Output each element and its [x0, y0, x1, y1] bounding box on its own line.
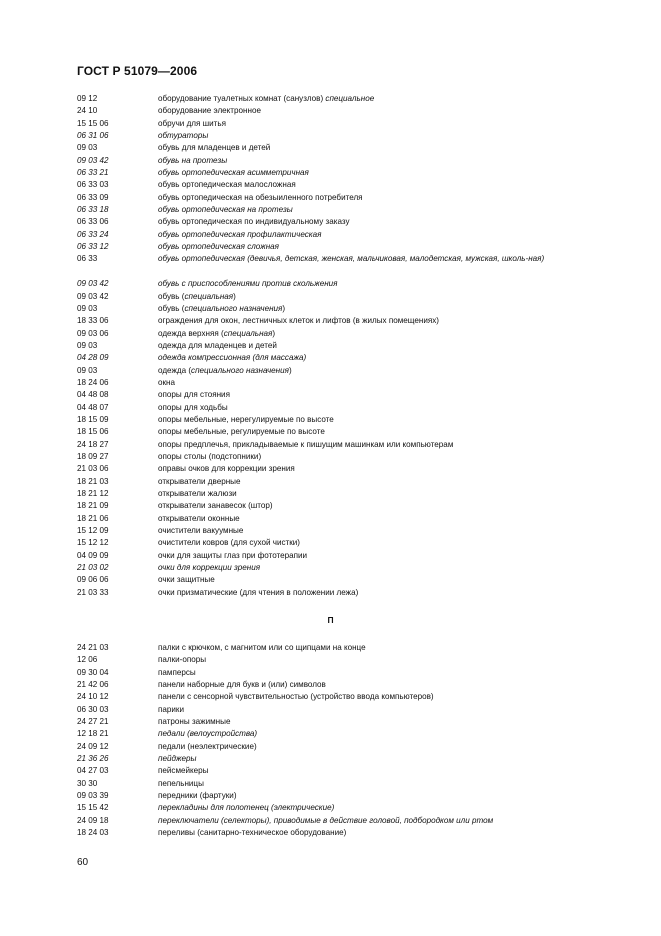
- index-entry: [0, 642, 661, 654]
- entry-code: 21 03 06: [77, 464, 109, 474]
- entry-term-part: ): [233, 291, 236, 301]
- entry-term-part: обувь ортопедическая по индивидуальному заказу: [158, 217, 350, 227]
- entry-term-part: парики: [158, 704, 184, 714]
- entry-term-part: окна: [158, 377, 176, 387]
- entry-term: [158, 93, 613, 105]
- entry-code: 06 33 12: [77, 242, 109, 252]
- entry-code: 04 09 09: [77, 550, 109, 560]
- entry-code: 12 06: [77, 655, 98, 665]
- entry-term: [158, 389, 613, 401]
- entry-term-part: обувь с приспособлениями против скольжения: [158, 279, 338, 289]
- entry-term-part: одежда для младенцев и детей: [158, 340, 277, 350]
- entry-code: 18 24 03: [77, 828, 109, 838]
- index-entry: [0, 241, 661, 253]
- entry-term: [158, 414, 613, 426]
- entry-term-part: обувь (: [158, 291, 185, 301]
- entry-term-part: пепельницы: [158, 778, 204, 788]
- entry-term: [158, 463, 613, 475]
- entry-term: [158, 216, 613, 228]
- index-entry: [0, 352, 661, 364]
- index-entry: [0, 451, 661, 463]
- entry-term-part: обручи для шитья: [158, 118, 226, 128]
- entry-term: [158, 716, 613, 728]
- index-entry: [0, 142, 661, 154]
- entry-term: [158, 402, 613, 414]
- entry-term-part: палки-опоры: [158, 655, 207, 665]
- entry-term-part: обувь ортопедическая малосложная: [158, 180, 296, 190]
- entry-term-part: обувь на протезы: [158, 155, 228, 165]
- entry-term: [158, 654, 613, 666]
- index-entry: [0, 562, 661, 574]
- index-entry: [0, 815, 661, 827]
- entry-term: [158, 142, 613, 154]
- index-entry: [0, 488, 661, 500]
- entry-code: 24 10: [77, 106, 98, 116]
- entry-term: [158, 728, 613, 740]
- index-entry: [0, 389, 661, 401]
- index-entry: [0, 155, 661, 167]
- entry-term: [158, 753, 613, 765]
- entry-term: [158, 587, 613, 599]
- entry-term-part: переливы (санитарно-техническое оборудование): [158, 828, 347, 838]
- entry-code: 04 28 09: [77, 353, 109, 363]
- index-entry: [0, 118, 661, 130]
- index-entry: [0, 315, 661, 327]
- entry-term-part: одежда компрессионная (для массажа): [158, 353, 307, 363]
- index-entry: [0, 704, 661, 716]
- entry-term: [158, 691, 613, 703]
- entry-code: 18 24 06: [77, 377, 109, 387]
- entry-term-part: обувь ортопедическая асимметричная: [158, 168, 309, 178]
- entry-code: 09 12: [77, 94, 98, 103]
- index-entry: [0, 216, 661, 228]
- entry-term: [158, 253, 613, 265]
- entry-term-part: переключатели (селекторы), приводимые в действие головой, подбородком или ртом: [158, 815, 494, 825]
- index-entry: [0, 550, 661, 562]
- entry-code: 18 09 27: [77, 451, 109, 461]
- entry-term: [158, 741, 613, 753]
- index-entry: [0, 377, 661, 389]
- index-entry: [0, 728, 661, 740]
- entry-term-part: обувь ортопедическая профилактическая: [158, 229, 322, 239]
- index-entry: [0, 476, 661, 488]
- entry-term-part: открыватели занавесок (штор): [158, 501, 273, 511]
- entry-term: [158, 105, 613, 117]
- entry-code: 18 21 09: [77, 501, 109, 511]
- index-entry: [0, 802, 661, 814]
- entry-term-part: специальная: [223, 328, 273, 338]
- entry-term: [158, 439, 613, 451]
- entry-term-part: опоры для стояния: [158, 390, 230, 400]
- entry-term-part: обувь ортопедическая сложная: [158, 242, 279, 252]
- entry-term: [158, 802, 613, 814]
- entry-code: 18 21 12: [77, 489, 109, 498]
- entry-code: 24 27 21: [77, 717, 109, 727]
- entry-term-part: обувь ортопедическая на протезы: [158, 205, 293, 215]
- entry-code: 09 03: [77, 303, 98, 313]
- index-entry: [0, 587, 661, 599]
- entry-code: 09 30 04: [77, 667, 109, 677]
- entry-code: 04 48 08: [77, 390, 109, 400]
- entry-term-part: опоры предплечья, прикладываемые к пишущим машинкам или компьютерам: [158, 439, 454, 449]
- entry-term-part: очистители ковров (для сухой чистки): [158, 538, 301, 548]
- entry-term-part: специальное: [325, 94, 375, 103]
- index-entry: [0, 303, 661, 315]
- index-entry: [0, 537, 661, 549]
- entry-code: 06 33 03: [77, 180, 109, 190]
- entry-term-part: оборудование туалетных комнат (санузлов): [158, 94, 326, 103]
- entry-term: [158, 790, 613, 802]
- entry-code: 06 33 06: [77, 217, 109, 227]
- index-entry: [0, 328, 661, 340]
- entry-term: [158, 352, 613, 364]
- entry-code: 24 10 12: [77, 692, 109, 702]
- index-entry: [0, 365, 661, 377]
- entry-term-part: одежда верхняя (: [158, 328, 224, 338]
- entry-term: [158, 229, 613, 241]
- entry-term-part: опоры мебельные, нерегулируемые по высоте: [158, 414, 334, 424]
- entry-term-part: передники (фартуки): [158, 791, 237, 801]
- entry-code: 09 03 42: [77, 155, 109, 165]
- entry-term-part: очистители вакуумные: [158, 526, 244, 536]
- entry-term: [158, 377, 613, 389]
- entry-term-part: обувь для младенцев и детей: [158, 143, 271, 153]
- entry-term-part: оборудование электронное: [158, 106, 261, 116]
- entry-code: 24 18 27: [77, 439, 109, 449]
- entry-code: 06 33: [77, 254, 98, 264]
- index-list-o: [0, 93, 661, 599]
- entry-code: 21 03 02: [77, 563, 109, 573]
- entry-term-part: опоры столы (подстопники): [158, 451, 262, 461]
- index-entry: [0, 667, 661, 679]
- index-entry: [0, 130, 661, 142]
- entry-term: [158, 667, 613, 679]
- entry-term: [158, 167, 613, 179]
- index-entry: [0, 402, 661, 414]
- entry-term: [158, 704, 613, 716]
- entry-term-part: одежда (: [158, 365, 192, 375]
- entry-code: 12 18 21: [77, 729, 109, 739]
- index-entry: [0, 167, 661, 179]
- index-entry: [0, 93, 661, 105]
- index-entry: [0, 574, 661, 586]
- index-entry: [0, 513, 661, 525]
- entry-code: 09 03: [77, 365, 98, 375]
- index-entry: [0, 716, 661, 728]
- entry-term-part: памперсы: [158, 667, 196, 677]
- entry-term-part: очки призматические (для чтения в положении лежа): [158, 587, 359, 597]
- entry-code: 15 15 42: [77, 803, 109, 813]
- entry-term: [158, 815, 613, 827]
- entry-code: 06 31 06: [77, 131, 109, 141]
- index-entry: [0, 414, 661, 426]
- entry-code: 24 21 03: [77, 643, 109, 652]
- entry-code: 04 48 07: [77, 402, 109, 412]
- index-entry: [0, 253, 661, 278]
- entry-term: [158, 241, 613, 253]
- entry-term: [158, 315, 613, 327]
- entry-code: 09 03: [77, 340, 98, 350]
- entry-term-part: пейсмейкеры: [158, 766, 209, 776]
- entry-term-part: палки с крючком, с магнитом или со щипцами на конце: [158, 643, 366, 652]
- entry-term: [158, 550, 613, 562]
- entry-term-part: обтураторы: [158, 131, 209, 141]
- entry-term-part: опоры мебельные, регулируемые по высоте: [158, 427, 325, 437]
- entry-term-part: педали (велоустройства): [158, 729, 258, 739]
- entry-term-part: ): [288, 365, 292, 375]
- index-entry: [0, 525, 661, 537]
- entry-term: [158, 365, 613, 377]
- index-entry: [0, 679, 661, 691]
- entry-term-part: панели с сенсорной чувствительностью (устройство ввода компьютеров): [158, 692, 434, 702]
- index-entry: [0, 790, 661, 802]
- entry-term-part: перекладины для полотенец (электрические): [158, 803, 335, 813]
- entry-term-part: ): [272, 328, 276, 338]
- entry-term: [158, 291, 613, 303]
- entry-code: 18 21 03: [77, 476, 109, 486]
- index-entry: [0, 765, 661, 777]
- entry-term: [158, 537, 613, 549]
- entry-term-part: открыватели дверные: [158, 476, 241, 486]
- entry-term: [158, 500, 613, 512]
- entry-code: 21 42 06: [77, 680, 109, 690]
- entry-code: 24 09 18: [77, 815, 109, 825]
- entry-code: 09 03 06: [77, 328, 109, 338]
- entry-term-part: очки защитные: [158, 575, 215, 585]
- index-entry: [0, 105, 661, 117]
- entry-code: 21 36 26: [77, 754, 109, 764]
- entry-term: [158, 303, 613, 315]
- entry-code: 09 03: [77, 143, 98, 153]
- entry-code: 15 15 06: [77, 118, 109, 128]
- entry-code: 04 27 03: [77, 766, 109, 776]
- entry-term: [158, 340, 613, 352]
- entry-term-part: открыватели оконные: [158, 513, 240, 523]
- entry-term: [158, 476, 613, 488]
- section-letter: П: [327, 615, 334, 625]
- entry-term-part: оправы очков для коррекции зрения: [158, 464, 295, 474]
- index-entry: [0, 426, 661, 438]
- entry-code: 09 03 39: [77, 791, 109, 801]
- entry-term: [158, 426, 613, 438]
- entry-term: [158, 451, 613, 463]
- entry-code: 09 03 42: [77, 291, 109, 301]
- entry-term-part: специальная: [184, 291, 234, 301]
- entry-term-part: очки для коррекции зрения: [158, 563, 261, 573]
- entry-code: 06 33 21: [77, 168, 109, 178]
- entry-term: [158, 278, 613, 290]
- index-entry: [0, 654, 661, 666]
- entry-term: [158, 562, 613, 574]
- entry-term: [158, 118, 613, 130]
- index-entry: [0, 179, 661, 191]
- entry-code: 15 12 09: [77, 526, 109, 536]
- entry-term-part: ): [282, 303, 286, 313]
- entry-code: 06 33 18: [77, 205, 109, 215]
- entry-code: 06 33 09: [77, 192, 109, 202]
- entry-term-part: обувь (: [158, 303, 185, 313]
- index-entry: [0, 463, 661, 475]
- entry-code: 18 33 06: [77, 316, 109, 326]
- index-entry: [0, 691, 661, 703]
- index-entry: [0, 192, 661, 204]
- entry-code: 15 12 12: [77, 538, 109, 548]
- entry-term-part: панели наборные для букв и (или) символов: [158, 680, 326, 690]
- index-entry: [0, 278, 661, 290]
- entry-term: [158, 328, 613, 340]
- entry-term: [158, 488, 613, 500]
- index-entry: [0, 291, 661, 303]
- index-entry: [0, 439, 661, 451]
- entry-term: [158, 642, 613, 654]
- entry-term: [158, 130, 613, 142]
- entry-term: [158, 827, 613, 839]
- entry-term: [158, 513, 613, 525]
- entry-term-part: очки для защиты глаз при фототерапии: [158, 550, 308, 560]
- index-entry: [0, 204, 661, 216]
- entry-term: [158, 574, 613, 586]
- entry-term: [158, 679, 613, 691]
- entry-code: 09 06 06: [77, 575, 109, 585]
- entry-term: [158, 155, 613, 167]
- index-entry: [0, 340, 661, 352]
- entry-term: [158, 525, 613, 537]
- entry-term: [158, 179, 613, 191]
- entry-term-part: специального назначения: [191, 365, 289, 375]
- entry-term-part: специального назначения: [184, 303, 283, 313]
- entry-term: [158, 204, 613, 216]
- index-entry: [0, 741, 661, 753]
- entry-code: 21 03 33: [77, 587, 109, 597]
- entry-term: [158, 765, 613, 777]
- index-list-p: [0, 642, 661, 840]
- entry-code: 30 30: [77, 778, 98, 788]
- entry-term-part: открыватели жалюзи: [158, 489, 237, 498]
- document-header: ГОСТ Р 51079—2006: [77, 64, 198, 78]
- entry-term-part: патроны зажимные: [158, 717, 231, 727]
- entry-term: [158, 192, 613, 204]
- entry-term: [158, 778, 613, 790]
- entry-code: 24 09 12: [77, 741, 109, 751]
- entry-code: 18 15 06: [77, 427, 109, 437]
- entry-code: 18 15 09: [77, 414, 109, 424]
- index-entry: [0, 753, 661, 765]
- entry-code: 06 33 24: [77, 229, 109, 239]
- index-entry: [0, 500, 661, 512]
- index-entry: [0, 229, 661, 241]
- entry-term-part: педали (неэлектрические): [158, 741, 257, 751]
- entry-term-part: пейджеры: [158, 754, 197, 764]
- entry-term-part: обувь ортопедическая на обезыиленного потребителя: [158, 192, 363, 202]
- index-entry: [0, 778, 661, 790]
- entry-term-part: обувь ортопедическая (девичья, детская, женская, мальчиковая, малодетская, мужская, школь-ная): [158, 254, 545, 264]
- page-number: 60: [77, 857, 89, 868]
- entry-term-part: опоры для ходьбы: [158, 402, 228, 412]
- entry-term-part: ограждения для окон, лестничных клеток и лифтов (в жилых помещениях): [158, 316, 439, 326]
- entry-code: 18 21 06: [77, 513, 109, 523]
- index-entry: [0, 827, 661, 839]
- entry-code: 09 03 42: [77, 279, 109, 289]
- entry-code: 06 30 03: [77, 704, 109, 714]
